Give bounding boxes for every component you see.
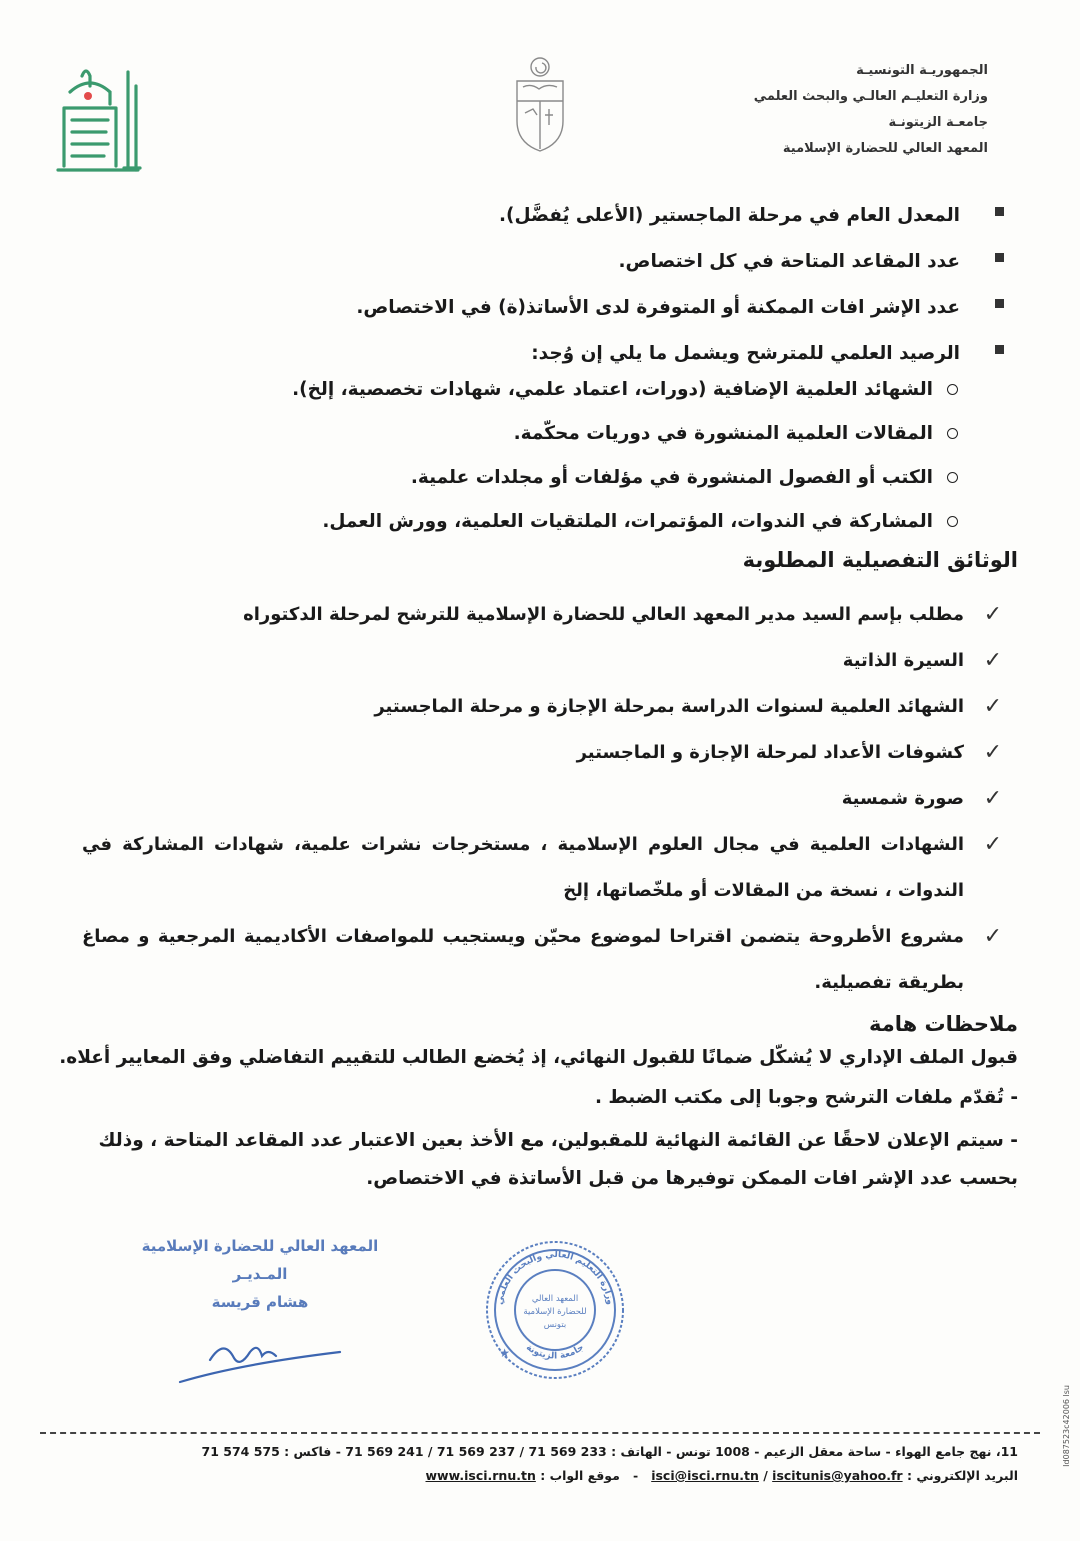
document-item: ✓ الشهادات العلمية في مجال العلوم الإسلامية ، مستخرجات نشرات علمية، شهادات المشاركة في الندوات ، نسخة من المقالات أو ملخّصاتها، إلخ <box>82 822 1002 914</box>
note-paragraph: - تُقدّم ملفات الترشح وجوبا إلى مكتب الضبط . <box>594 1087 1018 1108</box>
svg-text:جامعة الزيتونة <box>524 1343 586 1362</box>
criteria-item: المعدل العام في مرحلة الماجستير (الأعلى يُفضَّل). <box>88 196 1018 242</box>
checkmark-icon: ✓ <box>983 924 1002 949</box>
footer-address: 11، نهج جامع الهواء - ساحة معقل الزعيم - 1008 تونس - الهاتف : 233 569 71 / 237 569 71 / 241 569 71 - فاكس : 575 574 71 <box>201 1444 1018 1459</box>
circle-bullet-icon <box>947 384 958 395</box>
document-item: ✓ كشوفات الأعداد لمرحلة الإجازة و الماجستير <box>82 730 1002 776</box>
sub-item: الكتب أو الفصول المنشورة في مؤلفات أو مجلدات علمية. <box>88 460 1018 504</box>
star-icon: ★ <box>499 1346 510 1360</box>
signature-name: هشام قريسة <box>211 1293 309 1311</box>
stamp-center-text: للحضارة الإسلامية <box>523 1307 587 1317</box>
handwritten-signature <box>140 1316 380 1386</box>
sub-item: المشاركة في الندوات، المؤتمرات، الملتقيات العلمية، وورش العمل. <box>88 504 1018 548</box>
required-documents-heading: الوثائق التفصيلية المطلوبة <box>742 548 1018 572</box>
checkmark-icon: ✓ <box>983 832 1002 857</box>
official-stamp <box>480 1235 630 1385</box>
letterhead <box>628 58 988 162</box>
document-item: ✓ الشهائد العلمية لسنوات الدراسة بمرحلة الإجازة و مرحلة الماجستير <box>82 684 1002 730</box>
website-link[interactable]: www.isci.rnu.tn <box>425 1468 536 1483</box>
footer-divider <box>40 1432 1040 1434</box>
signature-institute: المعهد العالي للحضارة الإسلامية <box>141 1237 379 1255</box>
square-bullet-icon <box>995 253 1004 262</box>
criteria-item: عدد المقاعد المتاحة في كل اختصاص. <box>88 242 1018 288</box>
scientific-record-sublist <box>88 372 1018 548</box>
checkmark-icon: ✓ <box>983 694 1002 719</box>
required-documents-list <box>82 592 1002 1006</box>
website-label: موقع الواب : <box>540 1468 620 1483</box>
email-link-isci[interactable]: isci@isci.rnu.tn <box>651 1468 759 1483</box>
document-item: ✓ السيرة الذاتية <box>82 638 1002 684</box>
square-bullet-icon <box>995 207 1004 216</box>
criteria-item: عدد الإشر افات الممكنة أو المتوفرة لدى الأساتذ(ة) في الاختصاص. <box>88 288 1018 334</box>
criteria-item: الرصيد العلمي للمترشح ويشمل ما يلي إن وُجد: <box>88 334 1018 380</box>
important-notes-heading: ملاحظات هامة <box>868 1012 1018 1036</box>
circle-bullet-icon <box>947 516 958 527</box>
document-item: ✓ مطلب بإسم السيد مدير المعهد العالي للحضارة الإسلامية للترشح لمرحلة الدكتوراه <box>82 592 1002 638</box>
letterhead-country: الجمهوريـة التونسيـة <box>856 63 988 78</box>
checkmark-icon: ✓ <box>983 648 1002 673</box>
side-reference-code: Id087523c42006 lsu <box>1062 1385 1071 1467</box>
checkmark-icon: ✓ <box>983 740 1002 765</box>
note-paragraph: - سيتم الإعلان لاحقًا عن القائمة النهائية للمقبولين، مع الأخذ بعين الاعتبار عدد المقاعد المتاحة ، وذلك بحسب عدد الإشر افات الممكن توفيرها من قبل الأساتذة في الاختصاص. <box>98 1130 1018 1189</box>
email-label: البريد الإلكتروني : <box>906 1468 1018 1483</box>
stamp-center-text: بتونس <box>543 1320 567 1330</box>
square-bullet-icon <box>995 299 1004 308</box>
square-bullet-icon <box>995 345 1004 354</box>
footer-contacts: البريد الإلكتروني : isci@isci.rnu.tn / iscitunis@yahoo.fr - موقع الواب : www.isci.rnu.tn <box>425 1468 1018 1483</box>
institute-logo <box>48 62 148 180</box>
tunisia-coat-of-arms-emblem <box>505 55 575 155</box>
document-item: ✓ مشروع الأطروحة يتضمن اقتراحا لموضوع محيّن ويستجيب للمواصفات الأكاديمية المرجعية و مصاغ بطريقة تفصيلية. <box>82 914 1002 1006</box>
selection-criteria-list <box>88 196 1018 380</box>
sub-item: الشهائد العلمية الإضافية (دورات، اعتماد علمي، شهادات تخصصية، إلخ). <box>88 372 1018 416</box>
letterhead-university: جامعـة الزيتونـة <box>888 115 988 130</box>
letterhead-institute: المعهد العالي للحضارة الإسلامية <box>782 141 988 156</box>
sub-item: المقالات العلمية المنشورة في دوريات محكّمة. <box>88 416 1018 460</box>
checkmark-icon: ✓ <box>983 602 1002 627</box>
checkmark-icon: ✓ <box>983 786 1002 811</box>
director-signature-block <box>140 1232 380 1412</box>
circle-bullet-icon <box>947 428 958 439</box>
stamp-center-text: المعهد العالي <box>531 1294 579 1304</box>
note-paragraph: قبول الملف الإداري لا يُشكّل ضمانًا للقبول النهائي، إذ يُخضع الطالب للتقييم التفاضلي وفق المعايير أعلاه. <box>59 1047 1018 1068</box>
letterhead-ministry: وزارة التعليـم العالـي والبحث العلمي <box>753 89 988 104</box>
signature-role: المـديـر <box>232 1265 288 1283</box>
document-item: ✓ صورة شمسية <box>82 776 1002 822</box>
stamp-bottom-text: جامعة الزيتونة <box>524 1342 586 1362</box>
stamp-outer-text: وزارة التعليم العالي والبحث العلمي <box>495 1249 615 1306</box>
email-link-yahoo[interactable]: iscitunis@yahoo.fr <box>772 1468 903 1483</box>
circle-bullet-icon <box>947 472 958 483</box>
